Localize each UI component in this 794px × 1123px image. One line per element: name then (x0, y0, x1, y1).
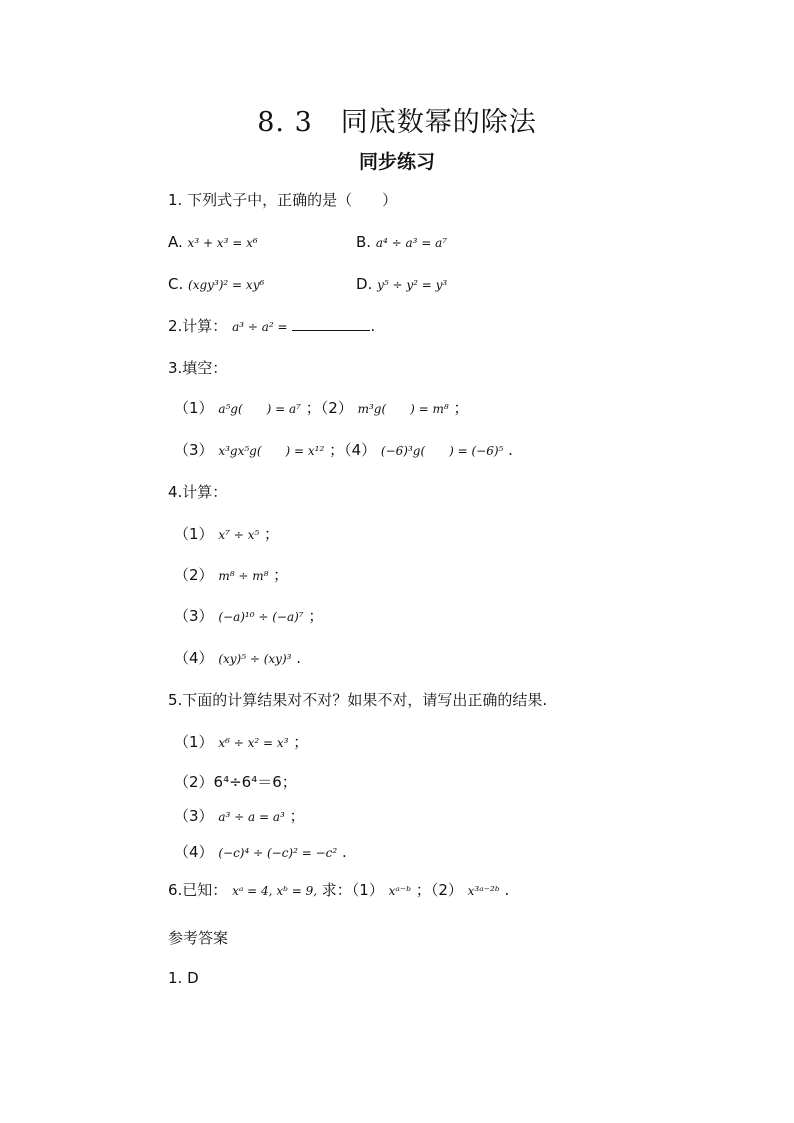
option-d-label: D. (356, 275, 373, 293)
question-5-part-3 (174, 806, 305, 827)
q3-p3-label: （3） (174, 441, 214, 459)
q5-p4-expr: (−c)⁴ ÷ (−c)² = −c² (218, 846, 338, 860)
question-1-option-d (356, 274, 447, 295)
q6-prefix: 6.已知： (168, 881, 228, 899)
q6-mid: ；（2） (415, 881, 463, 899)
q4-p2-expr: m⁸ ÷ m⁸ (218, 569, 269, 583)
q4-p4-end: . (296, 649, 302, 667)
q4-p1-end: ； (263, 525, 279, 543)
option-a-label: A. (168, 233, 183, 251)
question-4-part-4 (174, 648, 301, 669)
question-1-option-c (168, 274, 264, 295)
question-1-option-b (356, 232, 447, 253)
question-1-stem: 1. 下列式子中，正确的是（ ） (168, 191, 398, 209)
question-5-part-1 (174, 732, 308, 753)
q4-p3-end: ； (308, 607, 324, 625)
q5-p3-label: （3） (174, 807, 214, 825)
question-3-row1 (174, 398, 469, 419)
question-4-stem: 4.计算： (168, 483, 228, 501)
q5-p3-expr: a³ ÷ a = a³ (218, 810, 285, 824)
option-d-expr: y⁵ ÷ y² = y³ (377, 278, 448, 292)
question-2-expr: a³ ÷ a² = (232, 320, 288, 334)
q4-p1-expr: x⁷ ÷ x⁵ (218, 528, 260, 542)
q5-p4-end: . (341, 843, 347, 861)
q3-p3-expr: x³gx⁵g( ) = x¹² (218, 444, 325, 458)
q5-p1-end: ； (293, 733, 309, 751)
question-3-row2 (174, 440, 513, 461)
q3-p4-end: . (508, 441, 513, 459)
question-6 (168, 880, 509, 901)
q4-p4-expr: (xy)⁵ ÷ (xy)³ (218, 652, 292, 666)
q6-expr-2: x³ᵃ⁻²ᵇ (467, 884, 500, 898)
option-b-expr: a⁴ ÷ a³ = a⁷ (375, 236, 448, 250)
q4-p3-label: （3） (174, 607, 214, 625)
answers-heading: 参考答案 (168, 929, 229, 947)
option-b-label: B. (356, 233, 372, 251)
option-c-label: C. (168, 275, 184, 293)
question-4-part-2 (174, 565, 288, 586)
q3-p2-end: ； (453, 399, 469, 417)
q6-ask: 求：（1） (321, 881, 384, 899)
page-subtitle: 同步练习 (358, 151, 435, 173)
question-2-suffix: . (370, 317, 376, 335)
q3-p1-expr: a⁵g( ) = a⁷ (218, 402, 301, 416)
q5-p4-label: （4） (174, 843, 214, 861)
question-4-part-1 (174, 524, 279, 545)
question-5-part-2: （2）6⁴÷6⁴＝6； (174, 773, 297, 791)
question-3-stem: 3.填空： (168, 359, 228, 377)
q3-p4-expr: (−6)³g( ) = (−6)⁵ (380, 444, 504, 458)
q5-p3-end: ； (289, 807, 305, 825)
option-a-expr: x³ + x³ = x⁶ (187, 236, 258, 250)
q3-p2-expr: m³g( ) = m⁸ (357, 402, 449, 416)
q4-p4-label: （4） (174, 649, 214, 667)
q6-expr-1: xᵃ⁻ᵇ (388, 884, 412, 898)
q4-p3-expr: (−a)¹⁰ ÷ (−a)⁷ (218, 610, 304, 624)
answer-blank[interactable] (292, 316, 370, 331)
option-c-expr: (xgy³)² = xy⁶ (188, 278, 265, 292)
page-title: 8. 3 同底数幂的除法 (257, 107, 537, 138)
question-1-options-row1 (168, 232, 258, 253)
q3-p2-label: ；（2） (305, 399, 353, 417)
q3-p4-label: ；（4） (329, 441, 377, 459)
question-2-prefix: 2.计算： (168, 317, 228, 335)
q5-p1-expr: x⁶ ÷ x² = x³ (218, 736, 289, 750)
q4-p1-label: （1） (174, 525, 214, 543)
q3-p1-label: （1） (174, 399, 214, 417)
q5-p1-label: （1） (174, 733, 214, 751)
q6-end: . (504, 881, 510, 899)
q4-p2-end: ； (273, 566, 289, 584)
question-5-part-4 (174, 842, 347, 863)
question-5-stem: 5.下面的计算结果对不对？如果不对，请写出正确的结果. (168, 691, 548, 709)
question-2 (168, 316, 375, 337)
answer-1: 1. D (168, 969, 199, 987)
question-4-part-3 (174, 606, 323, 627)
q4-p2-label: （2） (174, 566, 214, 584)
q6-given-expr: xᵃ = 4, xᵇ = 9, (232, 884, 318, 898)
